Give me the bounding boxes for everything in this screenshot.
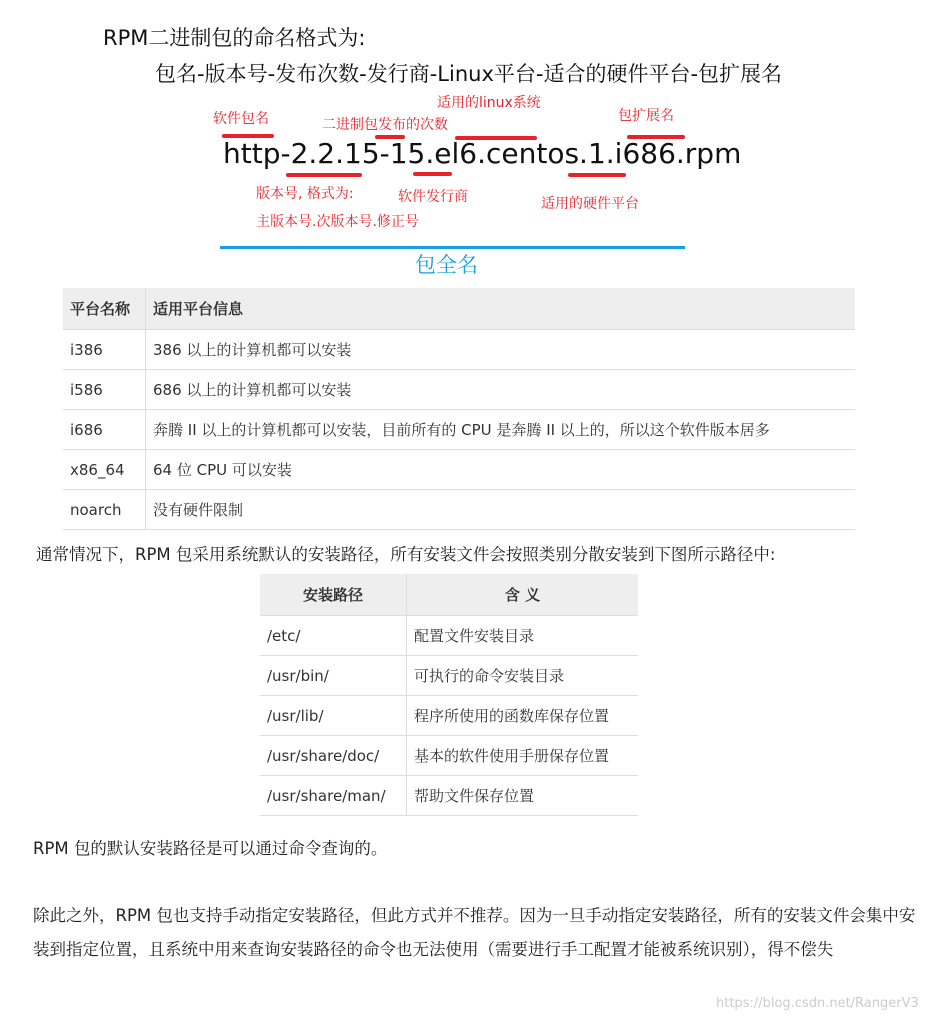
- cell: 基本的软件使用手册保存位置: [407, 736, 639, 776]
- cell: /usr/share/doc/: [260, 736, 407, 776]
- cell: 可执行的命令安装目录: [407, 656, 639, 696]
- paragraph-default-path: 通常情况下，RPM 包采用系统默认的安装路径，所有安装文件会按照类别分散安装到下图所示路径中:: [36, 545, 776, 564]
- diagram-title: RPM二进制包的命名格式为:: [103, 26, 366, 50]
- naming-format: 包名-版本号-发布次数-发行商-Linux平台-适合的硬件平台-包扩展名: [155, 62, 783, 86]
- cell: /usr/lib/: [260, 696, 407, 736]
- label-full-name: 包全名: [415, 253, 478, 277]
- watermark: https://blog.csdn.net/RangerV3: [716, 996, 919, 1011]
- cell: 帮助文件保存位置: [407, 776, 639, 816]
- table-row: [63, 490, 855, 530]
- cell: 配置文件安装目录: [407, 616, 639, 656]
- table-row: [260, 656, 638, 696]
- cell: 386 以上的计算机都可以安装: [146, 330, 856, 370]
- cell: 没有硬件限制: [146, 490, 856, 530]
- header-cell: 含 义: [407, 574, 639, 616]
- table-header: [63, 288, 855, 330]
- cell: 686 以上的计算机都可以安装: [146, 370, 856, 410]
- cell: 奔腾 II 以上的计算机都可以安装，目前所有的 CPU 是奔腾 II 以上的，所以这个软件版本居多: [146, 410, 856, 450]
- cell: i686: [63, 410, 146, 450]
- label-release: 二进制包发布的次数: [322, 117, 448, 133]
- label-extension: 包扩展名: [618, 108, 674, 124]
- cell: i386: [63, 330, 146, 370]
- cell: x86_64: [63, 450, 146, 490]
- underline: [413, 172, 452, 176]
- header-cell: 适用平台信息: [146, 288, 856, 330]
- cell: 64 位 CPU 可以安装: [146, 450, 856, 490]
- cell: noarch: [63, 490, 146, 530]
- underline: [286, 173, 362, 177]
- platform-table: [63, 288, 855, 530]
- label-version-format: 主版本号.次版本号.修正号: [256, 214, 419, 230]
- label-version: 版本号, 格式为:: [256, 186, 354, 202]
- label-package-name: 软件包名: [213, 111, 269, 127]
- cell: /etc/: [260, 616, 407, 656]
- label-linux-system: 适用的linux系统: [437, 95, 541, 111]
- header-cell: 平台名称: [63, 288, 146, 330]
- paragraph-manual-path: 除此之外，RPM 包也支持手动指定安装路径，但此方式并不推荐。因为一旦手动指定安装路径，所有的安装文件会集中安装到指定位置，且系统中用来查询安装路径的命令也无法使用（需要进行手工配置才能被系统识别），得不偿失: [33, 906, 916, 959]
- label-hardware: 适用的硬件平台: [541, 196, 639, 212]
- underline: [568, 173, 626, 177]
- example-filename: http-2.2.15-15.el6.centos.1.i686.rpm: [223, 137, 742, 170]
- label-vendor: 软件发行商: [398, 189, 468, 205]
- table-row: [260, 616, 638, 656]
- cell: i586: [63, 370, 146, 410]
- table-row: [260, 736, 638, 776]
- cell: 程序所使用的函数库保存位置: [407, 696, 639, 736]
- table-header: [260, 574, 638, 616]
- paragraph-query-path: RPM 包的默认安装路径是可以通过命令查询的。: [33, 839, 388, 858]
- path-table: [260, 574, 638, 816]
- table-row: [260, 696, 638, 736]
- table-row: [63, 330, 855, 370]
- table-row: [63, 410, 855, 450]
- header-cell: 安装路径: [260, 574, 407, 616]
- table-row: [260, 776, 638, 816]
- cell: /usr/share/man/: [260, 776, 407, 816]
- cell: /usr/bin/: [260, 656, 407, 696]
- table-row: [63, 370, 855, 410]
- table-row: [63, 450, 855, 490]
